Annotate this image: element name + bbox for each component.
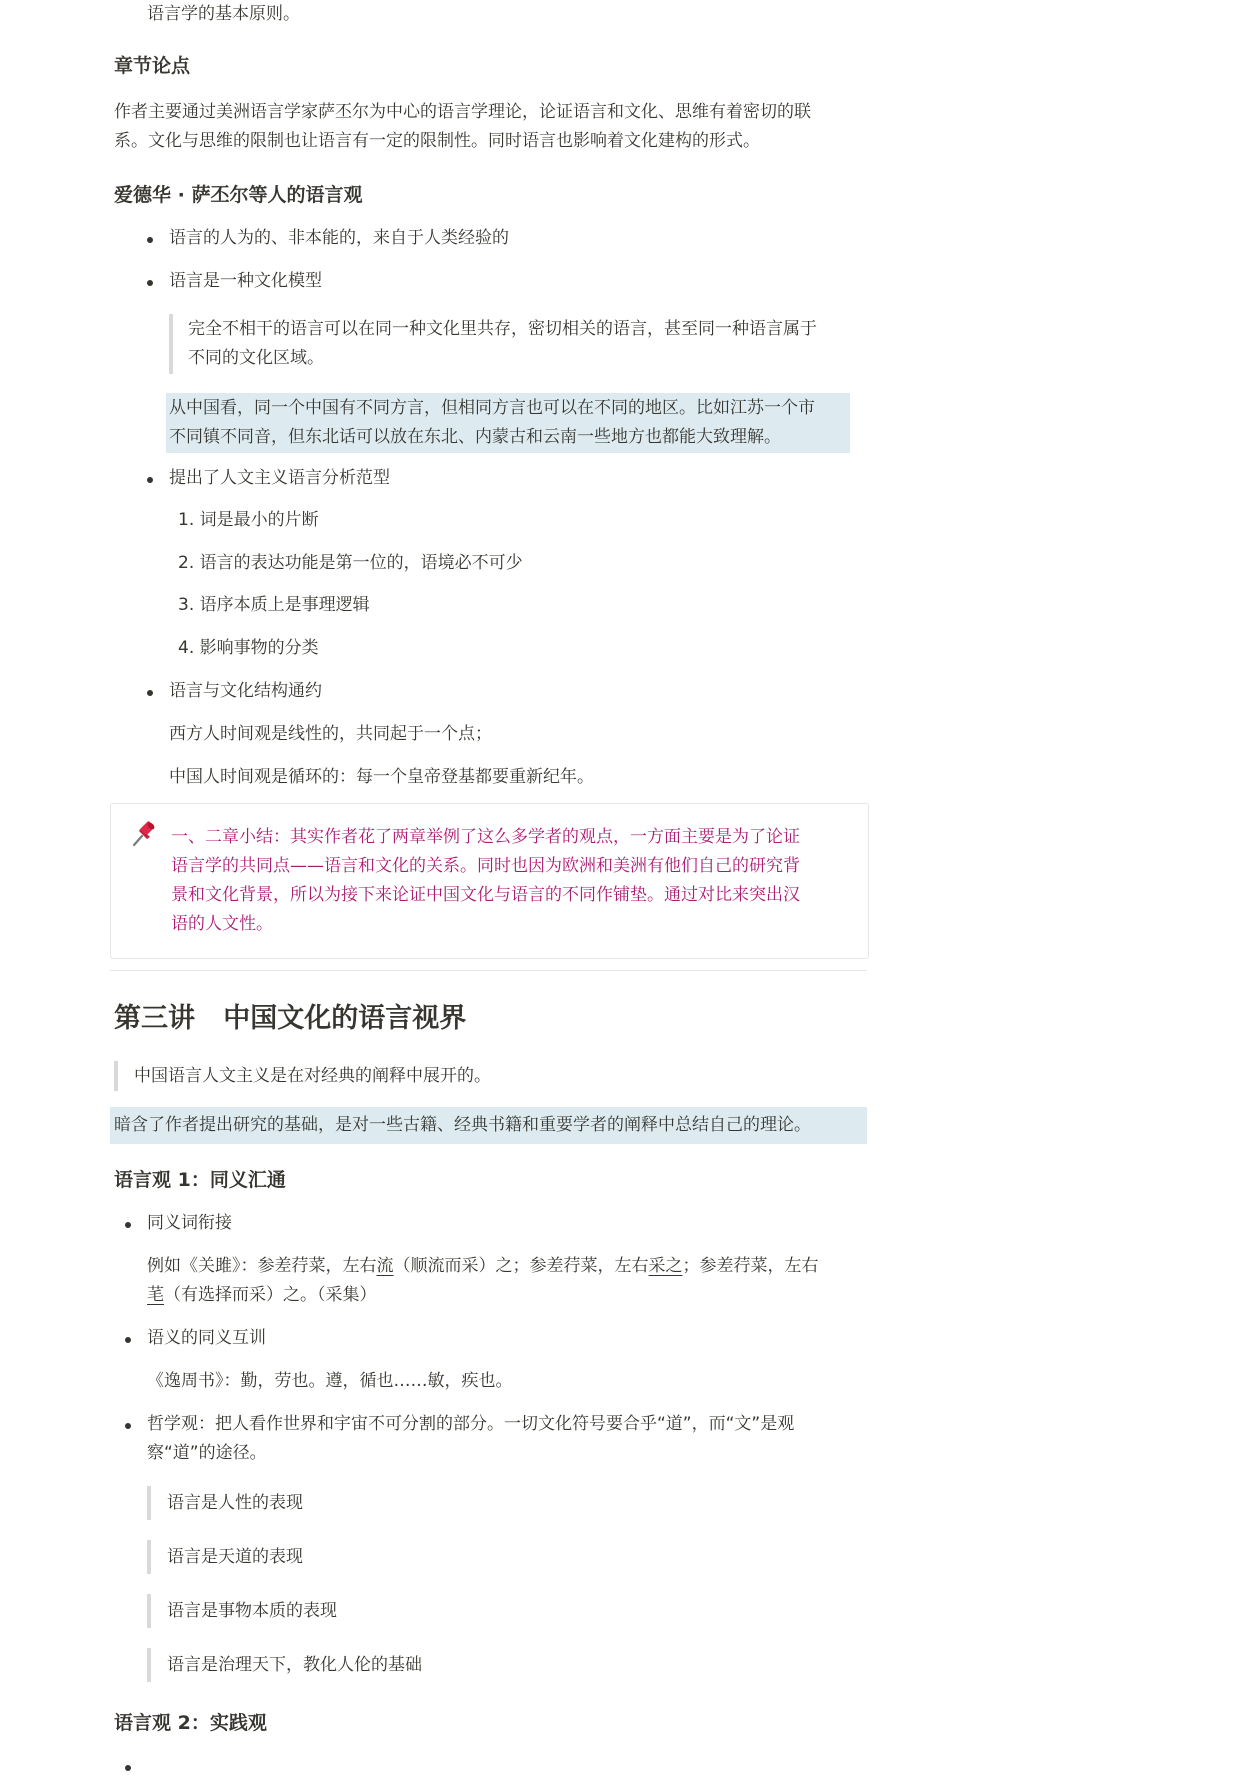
highlight-line: 暗含了作者提出研究的基础，是对一些古籍、经典书籍和重要学者的阐释中总结自己的理论。 <box>114 1115 811 1135</box>
highlight-line: 不同镇不同音，但东北话可以放在东北、内蒙古和云南一些地方也都能大致理解。 <box>169 427 781 447</box>
quote-line: 语言是治理天下，教化人伦的基础 <box>167 1655 422 1675</box>
callout-line: 景和文化背景，所以为接下来论证中国文化与语言的不同作铺垫。通过对比来突出汉 <box>171 885 800 905</box>
numbered-item: 4. 影响事物的分类 <box>178 638 319 658</box>
bullet-dot <box>147 280 153 286</box>
quote-line: 语言是天道的表现 <box>167 1547 303 1567</box>
heading-chapter-thesis: 章节论点 <box>114 55 191 77</box>
paragraph-thesis-line1: 作者主要通过美洲语言学家萨丕尔为中心的语言学理论，论证语言和文化、思维有着密切的联 <box>114 102 811 122</box>
quote-line: 语言是事物本质的表现 <box>167 1601 337 1621</box>
paragraph-top: 语言学的基本原则。 <box>147 4 300 24</box>
heading-view1: 语言观 1：同义汇通 <box>114 1169 286 1191</box>
quote-line: 不同的文化区域。 <box>188 348 324 368</box>
example-text: （顺流而采）之；参差荇菜，左右 <box>393 1256 649 1276</box>
bullet-dot <box>125 1423 131 1429</box>
list-subtext: 中国人时间观是循环的：每一个皇帝登基都要重新纪年。 <box>169 767 594 787</box>
list-item: 哲学观：把人看作世界和宇宙不可分割的部分。一切文化符号要合乎“道”，而“文”是观 <box>147 1414 795 1434</box>
example-text: 例如《关雎》：参差荇菜，左右 <box>147 1256 377 1276</box>
list-subtext: 《逸周书》：勤，劳也。遵，循也……敏，疾也。 <box>147 1371 513 1391</box>
underlined-word: 芼 <box>147 1285 164 1305</box>
list-item-continued: 察“道”的途径。 <box>147 1443 267 1463</box>
list-item: 语言的人为的、非本能的，来自于人类经验的 <box>169 228 509 248</box>
list-subtext: 西方人时间观是线性的，共同起于一个点； <box>169 724 492 744</box>
quote-bar <box>114 1061 118 1091</box>
quote-bar <box>169 314 173 374</box>
heading-sapir: 爱德华 · 萨丕尔等人的语言观 <box>114 184 363 206</box>
paragraph-thesis-line2: 系。文化与思维的限制也让语言有一定的限制性。同时语言也影响着文化建构的形式。 <box>114 131 760 151</box>
list-item: 语义的同义互训 <box>147 1328 266 1348</box>
callout-line: 一、二章小结：其实作者花了两章举例了这么多学者的观点，一方面主要是为了论证 <box>171 827 800 847</box>
heading-view2: 语言观 2：实践观 <box>114 1712 267 1734</box>
quote-bar <box>147 1594 151 1628</box>
quote-line: 语言是人性的表现 <box>167 1493 303 1513</box>
list-item: 提出了人文主义语言分析范型 <box>169 468 390 488</box>
example-line1 <box>147 1252 819 1281</box>
bullet-dot <box>147 690 153 696</box>
quote-line: 中国语言人文主义是在对经典的阐释中展开的。 <box>134 1066 491 1086</box>
bullet-dot <box>147 237 153 243</box>
quote-bar <box>147 1648 151 1682</box>
bullet-dot <box>125 1337 131 1343</box>
bullet-dot <box>125 1765 131 1771</box>
callout-line: 语的人文性。 <box>171 914 273 934</box>
example-text: （有选择而采）之。（采集） <box>164 1285 377 1305</box>
callout-line: 语言学的共同点——语言和文化的关系。同时也因为欧洲和美洲有他们自己的研究背 <box>171 856 800 876</box>
quote-line: 完全不相干的语言可以在同一种文化里共存，密切相关的语言，甚至同一种语言属于 <box>188 319 817 339</box>
heading-lecture3: 第三讲 中国文化的语言视界 <box>114 1003 467 1034</box>
list-item: 语言与文化结构通约 <box>169 681 322 701</box>
list-item: 语言是一种文化模型 <box>169 271 322 291</box>
underlined-word: 采之 <box>648 1256 683 1276</box>
underlined-word: 流 <box>376 1256 394 1276</box>
list-item: 同义词衔接 <box>147 1213 232 1233</box>
example-text: ；参差荇菜，左右 <box>682 1256 819 1276</box>
quote-bar <box>147 1540 151 1574</box>
bullet-dot <box>147 477 153 483</box>
numbered-item: 3. 语序本质上是事理逻辑 <box>178 595 370 615</box>
numbered-item: 2. 语言的表达功能是第一位的，语境必不可少 <box>178 553 523 573</box>
example-line2 <box>147 1281 377 1310</box>
divider <box>110 970 867 971</box>
pushpin-icon <box>128 818 160 850</box>
quote-bar <box>147 1486 151 1520</box>
numbered-item: 1. 词是最小的片断 <box>178 510 319 530</box>
highlight-line: 从中国看，同一个中国有不同方言，但相同方言也可以在不同的地区。比如江苏一个市 <box>169 398 815 418</box>
bullet-dot <box>125 1222 131 1228</box>
